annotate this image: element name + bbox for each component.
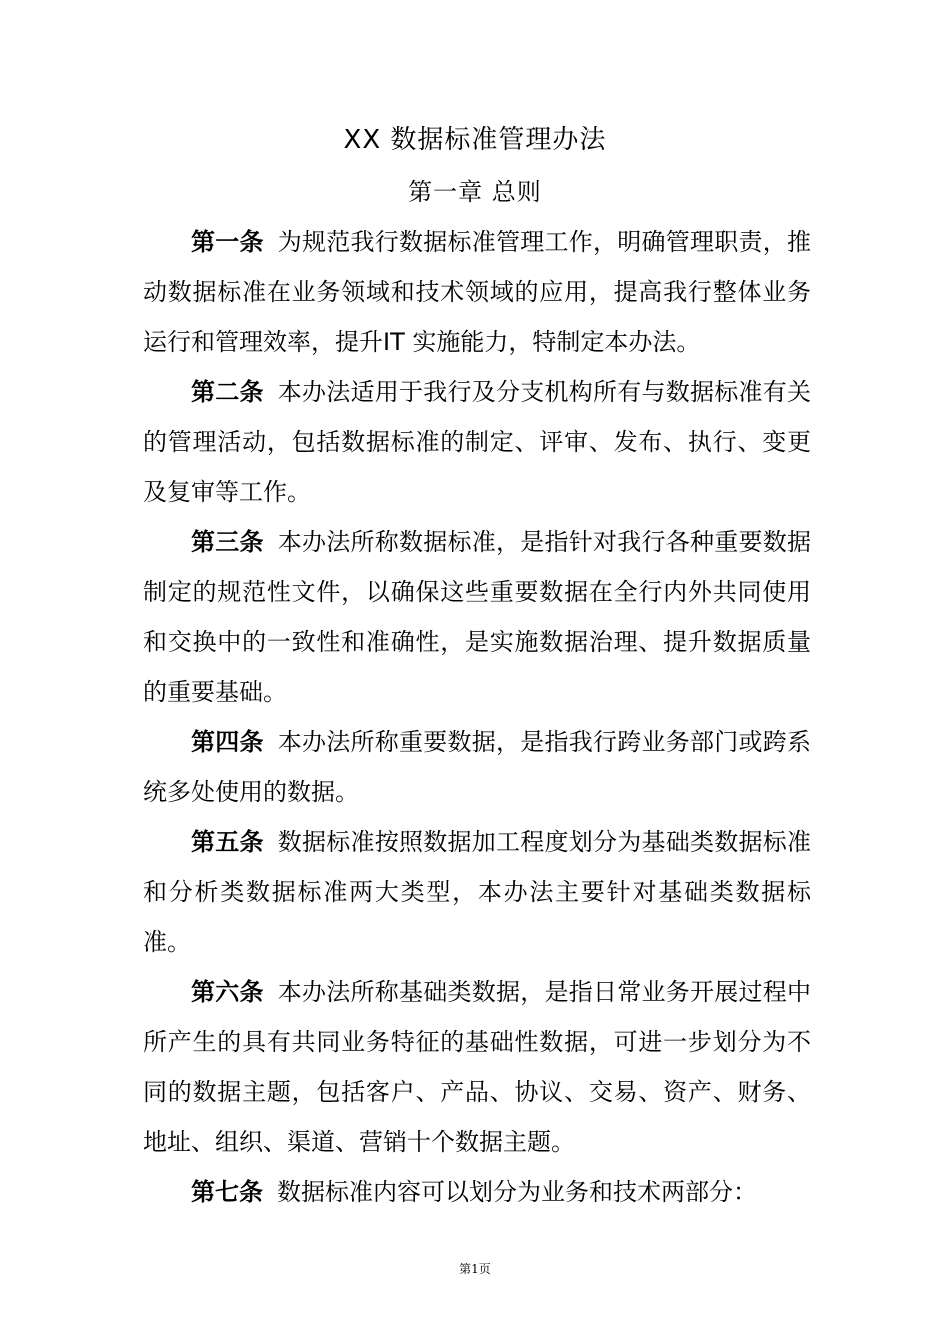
article-number: 第七条 [191, 1178, 263, 1206]
article-6 [143, 967, 811, 1167]
article-1 [143, 217, 811, 367]
article-7 [143, 1167, 811, 1217]
article-text: 本办法所称重要数据，是指我行跨业务部门或跨系统多处使用的数据。 [143, 728, 811, 806]
page-number: 第1页 [459, 1262, 491, 1276]
article-text: 为规范我行数据标准管理工作，明确管理职责，推动数据标准在业务领域和技术领域的应用，提高我行整体业务运行和管理效率，提升IT 实施能力，特制定本办法。 [143, 228, 811, 356]
article-number: 第六条 [191, 978, 264, 1006]
article-text: 本办法所称数据标准，是指针对我行各种重要数据制定的规范性文件，以确保这些重要数据在全行内外共同使用和交换中的一致性和准确性，是实施数据治理、提升数据质量的重要基础。 [143, 528, 811, 706]
article-number: 第五条 [191, 828, 264, 856]
article-text: 本办法所称基础类数据，是指日常业务开展过程中所产生的具有共同业务特征的基础性数据，可进一步划分为不同的数据主题，包括客户、产品、协议、交易、资产、财务、地址、组织、渠道、营销十个数据主题。 [143, 978, 811, 1156]
article-text: 本办法适用于我行及分支机构所有与数据标准有关的管理活动，包括数据标准的制定、评审、发布、执行、变更及复审等工作。 [143, 378, 811, 506]
document-title: XX 数据标准管理办法 [343, 125, 607, 155]
article-number: 第二条 [191, 378, 264, 406]
chapter-heading: 第一章 总则 [408, 178, 542, 206]
article-number: 第一条 [191, 228, 264, 256]
article-number: 第四条 [191, 728, 264, 756]
article-2 [143, 367, 811, 517]
article-text: 数据标准按照数据加工程度划分为基础类数据标准和分析类数据标准两大类型，本办法主要针对基础类数据标准。 [143, 828, 811, 956]
document-body [143, 217, 811, 1217]
article-number: 第三条 [191, 528, 264, 556]
article-3 [143, 517, 811, 717]
article-5 [143, 817, 811, 967]
article-4 [143, 717, 811, 817]
article-text: 数据标准内容可以划分为业务和技术两部分： [277, 1178, 757, 1206]
